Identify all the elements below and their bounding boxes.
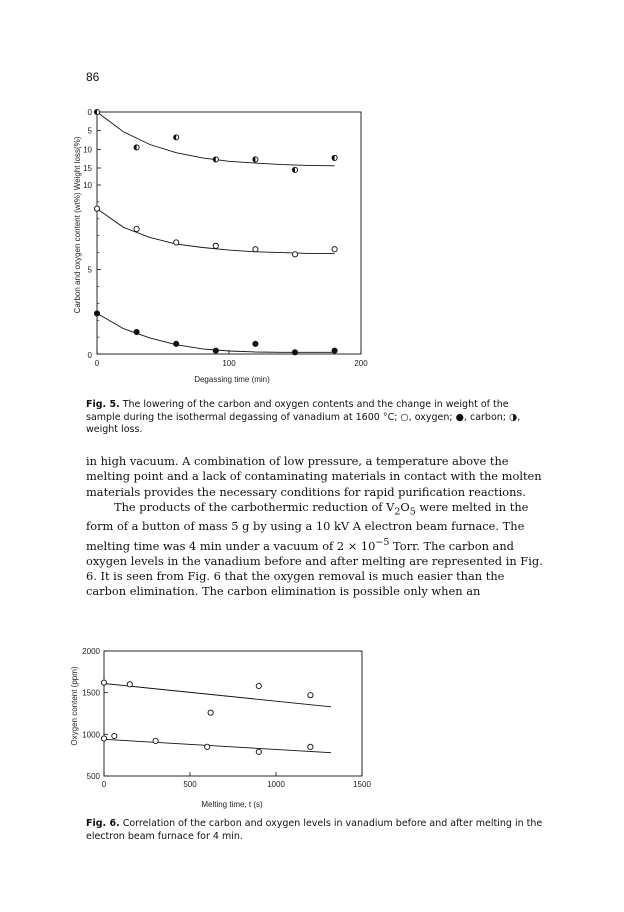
fig6-data-point [256, 683, 261, 688]
fig5-caption-label: Fig. 5. [86, 399, 120, 410]
fig5-x-tick-label: 0 [94, 359, 100, 368]
fig6-y-tick-label: 2000 [82, 647, 100, 656]
fig5-content-tick-label: 0 [87, 351, 92, 360]
fig5-data-point-half [174, 135, 179, 140]
fig6-plot-frame [104, 651, 362, 776]
fig5-weight-tick-label: 10 [83, 145, 92, 155]
fig5-caption-text: The lowering of the carbon and oxygen contents and the change in weight of the sample during the isothermal degassing of vanadium at 1600 °C; ○, oxygen; ●, carbon; ◑, weight loss. [86, 399, 521, 435]
fig6-data-point [112, 733, 117, 738]
fig6-x-axis-label: Melting time, t (s) [201, 800, 263, 809]
fig5-data-point-half [292, 167, 297, 172]
figure-5-chart [0, 95, 624, 385]
fig6-x-tick-label: 1500 [353, 780, 371, 789]
fig6-caption-label: Fig. 6. [86, 818, 120, 829]
fig5-data-point-open [174, 240, 179, 245]
fig5-data-point-open [332, 247, 337, 252]
figure-6-caption [86, 818, 546, 843]
fig5-data-point-half [94, 109, 99, 114]
figure-6-chart [0, 645, 624, 815]
fig5-data-point-open [213, 243, 218, 248]
fig6-data-point [256, 749, 261, 754]
fig5-data-point-filled [292, 350, 297, 355]
paragraph-2: The products of the carbothermic reduction of $V_2O_5$ were melted in the form of a button of mass 5 g by using a 10 kV A electron beam furnace. The melting time was 4 min under a vacuum of $2 \times 10^{-5}$ Torr. The carbon and oxygen levels in the vanadium before and after melting are represented in Fig. 6. It is seen from Fig. 6 that the oxygen removal is much easier than the carbon elimination. The carbon elimination is possible only when an [86, 499, 543, 599]
fig5-data-point-filled [134, 329, 139, 334]
fig6-data-point [127, 682, 132, 687]
figure-5-caption [86, 399, 546, 437]
fig5-fit-curve-2 [97, 313, 335, 352]
fig5-data-point-filled [94, 311, 99, 316]
fig6-x-tick-label: 0 [101, 780, 107, 789]
paragraph-1: in high vacuum. A combination of low pressure, a temperature above the melting point and a lack of contaminating materials in contact with the molten materials provides the necessary conditions for rapid purification reactions. [86, 454, 542, 499]
fig5-data-point-filled [253, 341, 258, 346]
fig5-data-point-half [253, 157, 258, 162]
fig6-y-tick-label: 500 [86, 772, 100, 781]
fig6-data-point [205, 744, 210, 749]
fig6-data-point [308, 744, 313, 749]
page-number: 86 [86, 70, 100, 84]
fig5-data-point-open [94, 206, 99, 211]
body-text [86, 454, 546, 600]
fig5-content-tick-label: 5 [87, 265, 92, 275]
fig5-data-point-half [332, 155, 337, 160]
fig5-content-tick-label: 10 [83, 181, 92, 190]
fig5-x-tick-label: 200 [354, 359, 368, 368]
fig6-x-tick-label: 1000 [267, 780, 285, 789]
fig5-data-point-open [253, 247, 258, 252]
fig5-x-axis-label: Degassing time (min) [194, 375, 270, 384]
fig5-weight-tick-label: 5 [87, 126, 92, 136]
fig6-caption-text: Correlation of the carbon and oxygen levels in vanadium before and after melting in the electron beam furnace for 4 min. [86, 818, 543, 842]
fig5-data-point-filled [332, 348, 337, 353]
fig6-data-point [208, 710, 213, 715]
fig5-weight-tick-label: 0 [87, 108, 92, 117]
fig5-weight-tick-label: 15 [83, 164, 92, 173]
fig5-data-point-half [134, 145, 139, 150]
fig5-data-point-half [213, 157, 218, 162]
fig5-x-tick-label: 100 [222, 359, 236, 368]
fig6-data-point [101, 680, 106, 685]
fig6-data-point [153, 738, 158, 743]
fig6-data-point [308, 693, 313, 698]
fig6-y-tick-label: 1500 [82, 688, 100, 698]
fig5-y-axis-label: Carbon and oxygen content (wt%) Weight loss(%) [73, 136, 82, 314]
fig6-fit-line-0 [104, 684, 331, 707]
fig6-y-axis-label: Oxygen content (ppm) [70, 666, 79, 746]
fig6-data-point [101, 736, 106, 741]
fig6-y-tick-label: 1000 [82, 730, 100, 740]
fig5-data-point-filled [213, 348, 218, 353]
fig5-data-point-open [134, 226, 139, 231]
fig5-data-point-filled [174, 341, 179, 346]
fig6-fit-line-1 [104, 739, 331, 752]
fig5-data-point-open [292, 252, 297, 257]
fig6-x-tick-label: 500 [183, 780, 197, 789]
